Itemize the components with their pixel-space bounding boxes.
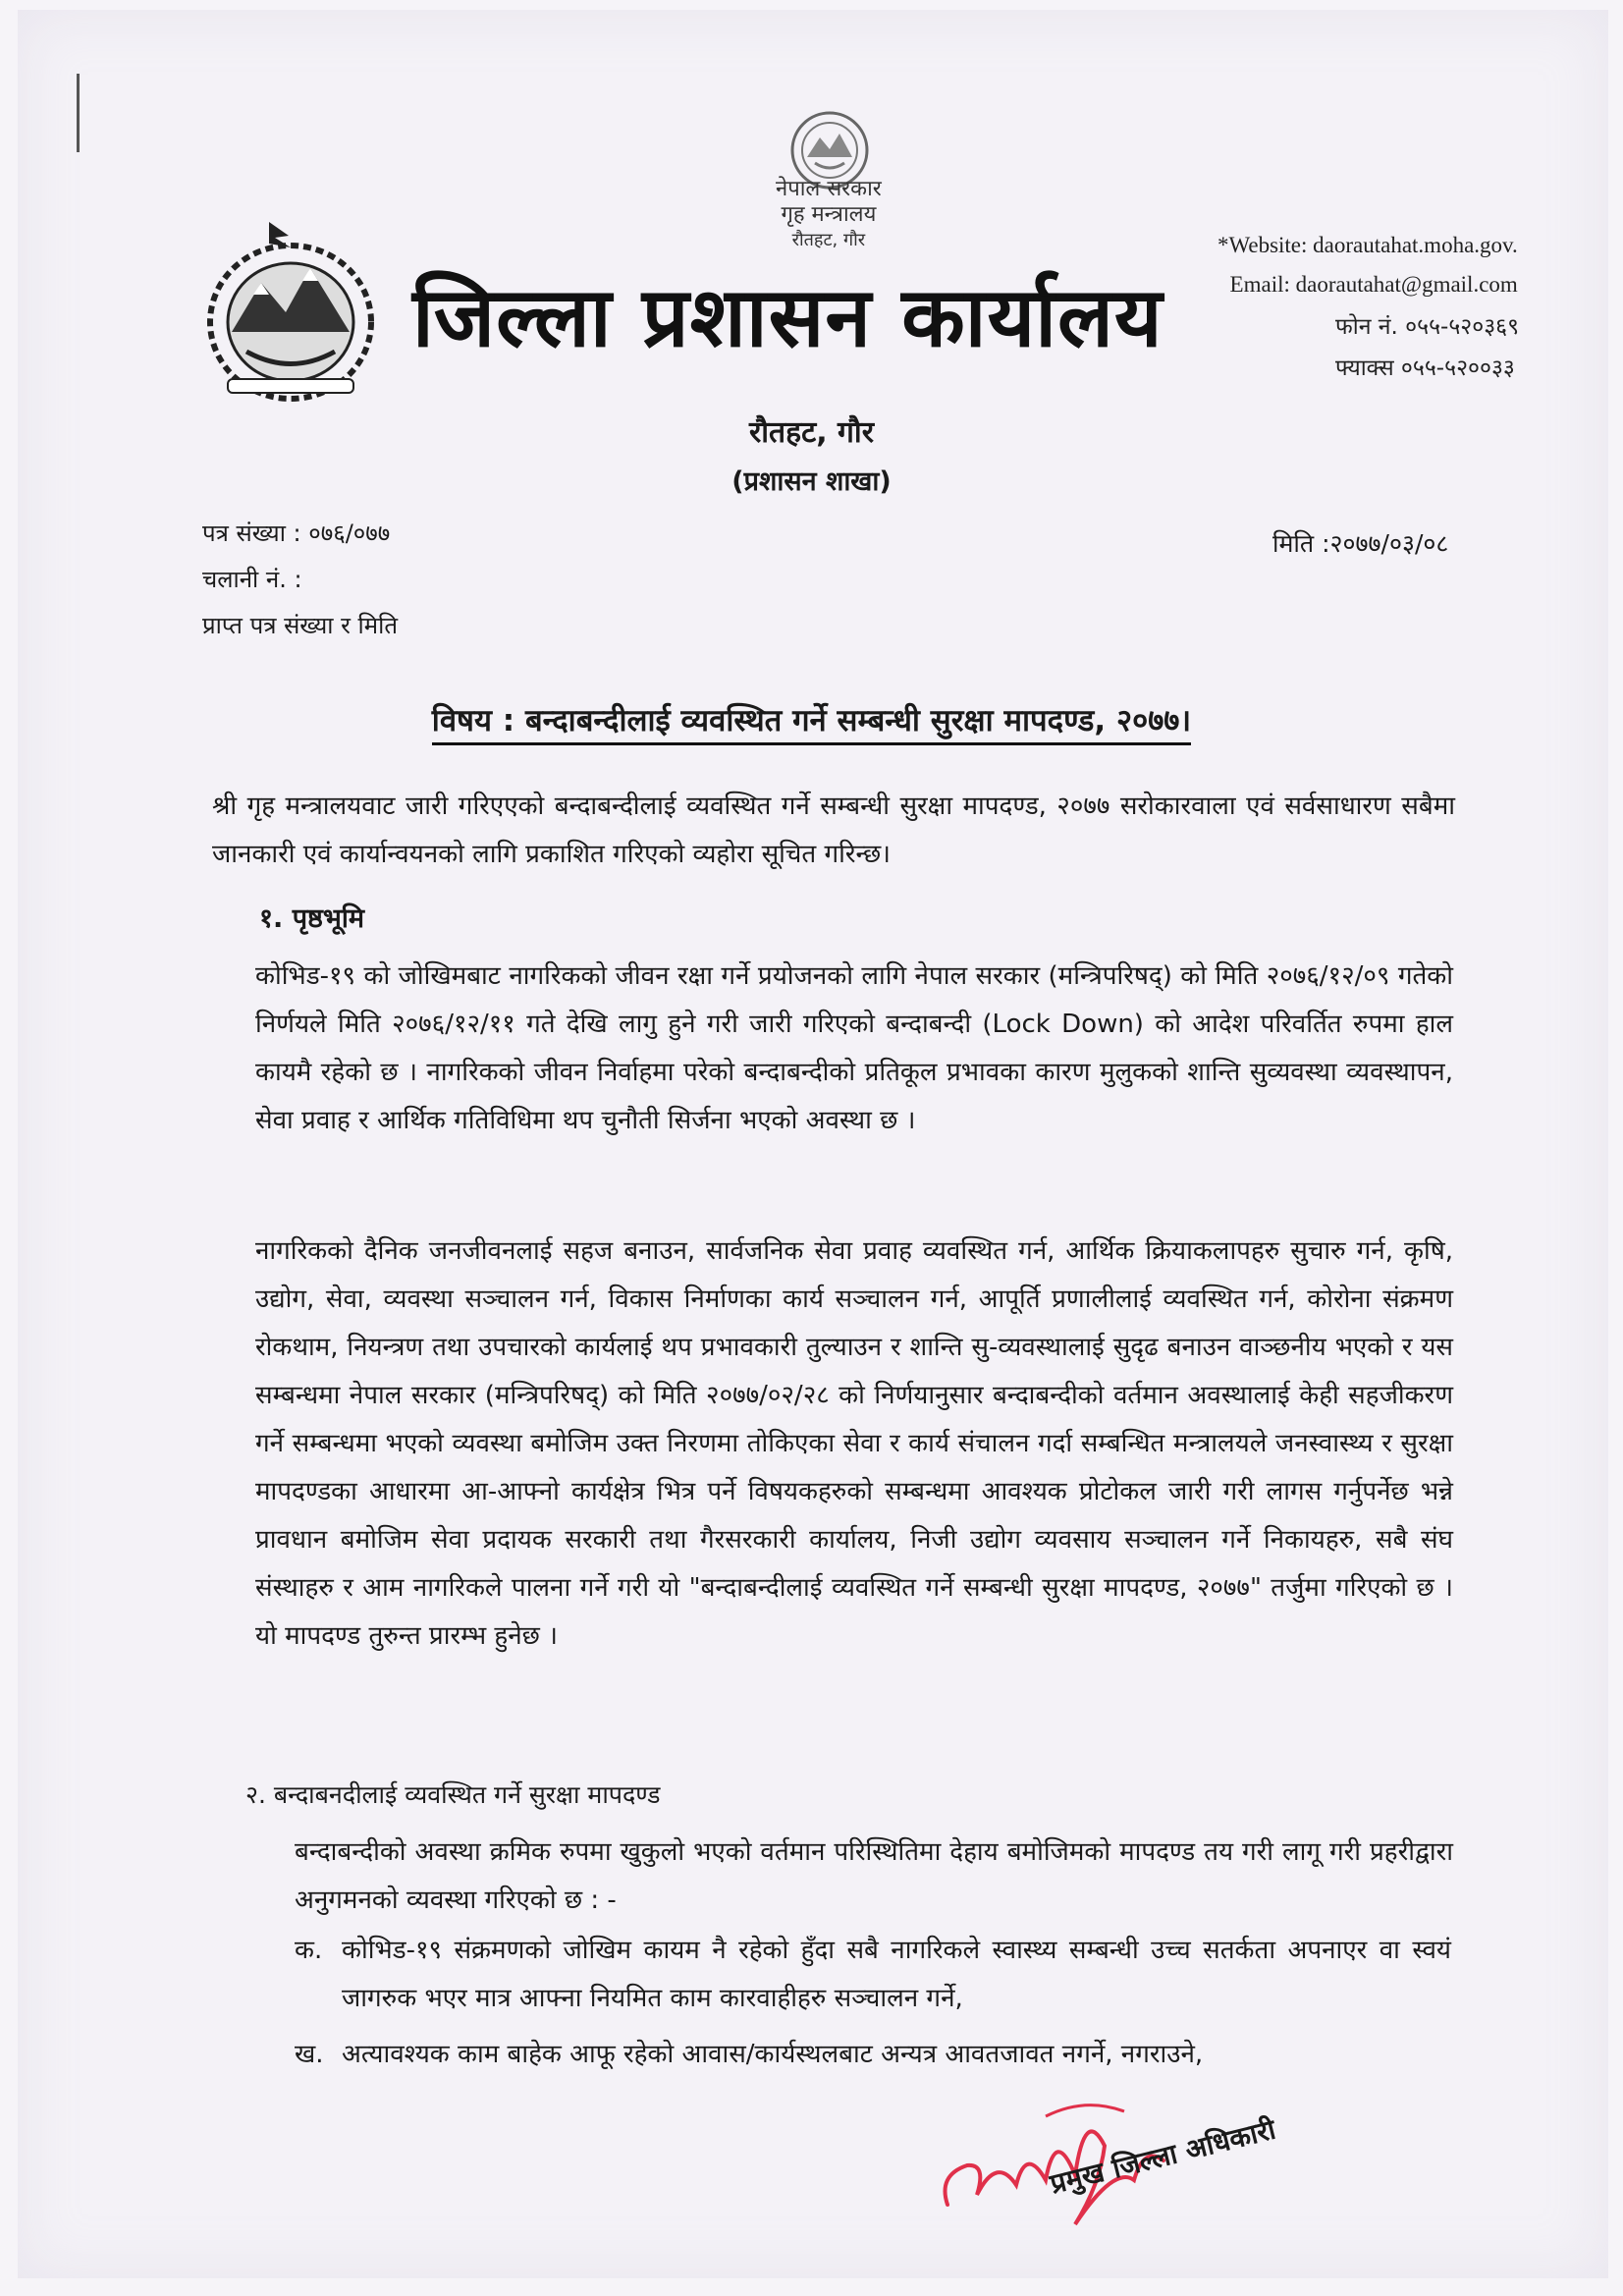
stamp-line-place: रौतहट, गौर <box>791 230 866 250</box>
dispatch-number: चलानी नं. : <box>202 566 302 593</box>
chief-district-officer-stamp: प्रमुख जिल्ला अधिकारी <box>1047 2112 1279 2201</box>
section-1-paragraph-1: कोभिड-१९ को जोखिमबाट नागरिकको जीवन रक्षा गर्ने प्रयोजनको लागि नेपाल सरकार (मन्त्रिपरिषद्) को मिति २०७६/१२/०९ गतेको निर्णयले मिति २०७६/१२/११ गते देखि लागु हुने गरी जारी गरिएको बन्दाबन्दी (Lock Down) को आदेश परिवर्तित रुपमा हाल कायमै रहेको छ । नागरिकको जीवन निर्वाहमा परेको बन्दाबन्दीको प्रतिकूल प्रभावका कारण मुलुकको शान्ति सुव्यवस्था व्यवस्थापन, सेवा प्रवाह र आर्थिक गतिविधिमा थप चुनौती सिर्जना भएको अवस्था छ । <box>255 961 1453 1135</box>
phone-block <box>1335 306 1519 389</box>
section-1-paragraph-2: नागरिकको दैनिक जनजीवनलाई सहज बनाउन, सार्वजनिक सेवा प्रवाह व्यवस्थित गर्न, आर्थिक क्रियाकलापहरु सुचारु गर्न, कृषि, उद्योग, सेवा, व्यवस्था सञ्चालन गर्न, विकास निर्माणका कार्य सञ्चालन गर्न, आपूर्ति प्रणालीलाई व्यवस्थित गर्न, कोरोना संक्रमण रोकथाम, नियन्त्रण तथा उपचारको कार्यलाई थप प्रभावकारी तुल्याउन र शान्ति सु-व्यवस्थालाई सुदृढ बनाउन वाञ्छनीय भएको र यस सम्बन्धमा नेपाल सरकार (मन्त्रिपरिषद्) को मिति २०७७/०२/२८ को निर्णयानुसार बन्दाबन्दीको वर्तमान अवस्थालाई केही सहजीकरण गर्ने सम्बन्धमा भएको व्यवस्था बमोजिम उक्त निरणमा तोकिएका सेवा र कार्य संचालन गर्दा सम्बन्धित मन्त्रालयले जनस्वास्थ्य र सुरक्षा मापदण्डका आधारमा आ-आफ्नो कार्यक्षेत्र भित्र पर्ने विषयकहरुको सम्बन्धमा आवश्यक प्रोटोकल जारी गरी लागस गर्नुपर्नेछ भन्ने प्रावधान बमोजिम सेवा प्रदायक सरकारी तथा गैरसरकारी कार्यालय, निजी उद्योग व्यवसाय सञ्चालन गर्ने निकायहरु, सबै संघ संस्थाहरु र आम नागरिकले पालना गर्ने गरी यो "बन्दाबन्दीलाई व्यवस्थित गर्ने सम्बन्धी सुरक्षा मापदण्ड, २०७७" तर्जुमा गरिएको छ । यो मापदण्ड तुरुन्त प्रारम्भ हुनेछ । <box>255 1236 1453 1651</box>
office-title: जिल्ला प्रशासन कार्यालय <box>412 269 1163 365</box>
section-2-paragraph: बन्दाबन्दीको अवस्था क्रमिक रुपमा खुकुलो भएको वर्तमान परिस्थितिमा देहाय बमोजिमको मापदण्ड तय गरी लागू गरी प्रहरीद्वारा अनुगमनको व्यवस्था गरिएको छ : - <box>295 1837 1453 1915</box>
subject-line <box>0 699 1623 740</box>
ministry-stamp <box>776 177 882 253</box>
intro-paragraph: श्री गृह मन्त्रालयवाट जारी गरिएएको बन्दाबन्दीलाई व्यवस्थित गर्ने सम्बन्धी सुरक्षा मापदण्ड, २०७७ सरोकारवाला एवं सर्वसाधारण सबैमा जानकारी एवं कार्यान्वयनको लागि प्रकाशित गरिएको व्यहोरा सूचित गरिन्छ। <box>212 792 1455 869</box>
fax-number: फ्याक्स ०५५-५२००३३ <box>1335 355 1515 381</box>
section-1-heading: १. पृष्ठभूमि <box>259 903 365 934</box>
email-text: Email: daorautahat@gmail.com <box>1229 272 1518 297</box>
stamp-line-ministry: गृह मन्त्रालय <box>781 202 877 227</box>
nepal-coat-of-arms-icon <box>192 214 389 410</box>
office-location: रौतहट, गौर <box>749 415 874 450</box>
website-text: *Website: daorautahat.moha.gov. <box>1217 233 1518 257</box>
subject-text: विषय : बन्दाबन्दीलाई व्यवस्थित गर्ने सम्बन्धी सुरक्षा मापदण्ड, २०७७। <box>432 703 1191 745</box>
reference-block <box>202 511 398 649</box>
letter-date: मिति :२०७७/०३/०८ <box>1272 529 1449 558</box>
office-branch: (प्रशासन शाखा) <box>731 466 892 497</box>
phone-number: फोन नं. ०५५-५२०३६९ <box>1335 314 1520 340</box>
list-item-label: क. <box>295 1936 323 1965</box>
section-2-heading: २. बन्दाबनदीलाई व्यवस्थित गर्ने सुरक्षा मापदण्ड <box>245 1780 661 1809</box>
list-item-text: अत्यावश्यक काम बाहेक आफू रहेको आवास/कार्यस्थलबाट अन्यत्र आवतजावत नगर्ने, नगराउने, <box>342 2040 1204 2069</box>
stamp-line-government: नेपाल सरकार <box>776 177 882 201</box>
contact-block <box>1217 226 1518 304</box>
list-item-text: कोभिड-१९ संक्रमणको जोखिम कायम नै रहेको हुँदा सबै नागरिकले स्वास्थ्य सम्बन्धी उच्च सतर्कता अपनाएर वा स्वयं जागरुक भएर मात्र आफ्ना नियमित काम कारवाहीहरु सञ्चालन गर्ने, <box>342 1936 1451 2013</box>
received-letter-info: प्राप्त पत्र संख्या र मिति <box>202 612 399 639</box>
list-item-label: ख. <box>295 2040 324 2069</box>
letter-number: पत्र संख्या : ०७६/०७७ <box>202 519 391 547</box>
margin-mark <box>77 74 80 152</box>
